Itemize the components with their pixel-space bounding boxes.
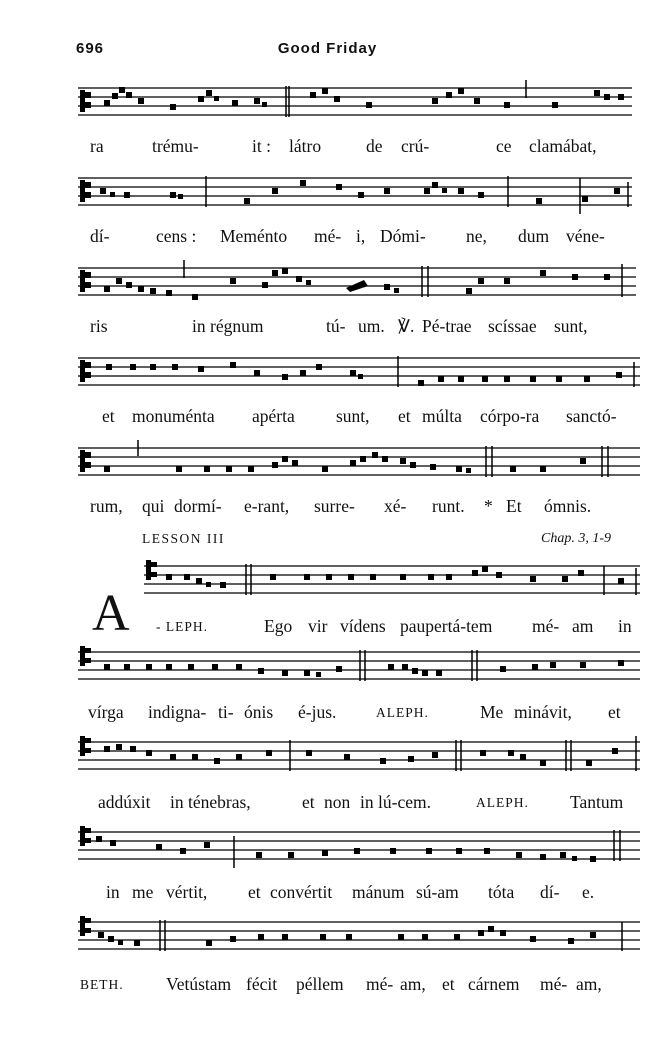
syllable: et: [442, 974, 455, 994]
syllable: me: [132, 882, 154, 902]
syllable: e.: [582, 882, 595, 902]
music-staff-10: [0, 912, 655, 972]
syllable: córpo-ra: [480, 406, 540, 426]
syllable: et: [248, 882, 261, 902]
syllable: Tantum: [570, 792, 624, 812]
syllable: Vetústam: [166, 974, 232, 994]
clef-icon: [80, 646, 91, 666]
syllable: tóta: [488, 882, 515, 902]
syllable: convértit: [270, 882, 333, 902]
chapter-reference: Chap. 3, 1-9: [541, 531, 611, 546]
clef-icon: [80, 360, 91, 382]
page-header: [0, 40, 655, 62]
syllable: dum: [518, 226, 550, 246]
syllable: dí-: [540, 882, 560, 902]
syllable: Pé-trae: [422, 316, 472, 336]
syllable: mánum: [352, 882, 405, 902]
syllable: Dómi-: [380, 226, 426, 246]
lesson-heading: LESSON III: [142, 531, 225, 546]
lyric-line-10: [70, 974, 638, 998]
syllable: ne,: [466, 226, 487, 246]
syllable: scíssae: [488, 316, 537, 336]
syllable: qui: [142, 496, 165, 516]
syllable: monuménta: [132, 406, 215, 426]
syllable: trému-: [152, 136, 199, 156]
syllable: tú-: [326, 316, 346, 336]
running-title: Good Friday: [277, 40, 378, 57]
syllable: ómnis.: [544, 496, 592, 516]
syllable: sunt,: [336, 406, 370, 426]
syllable: Et: [506, 496, 522, 516]
syllable: lú-cem.: [378, 792, 431, 812]
clef-icon: [80, 450, 91, 472]
lyric-line-1: [70, 136, 638, 160]
syllable: dormí-: [174, 496, 222, 516]
syllable: vir: [308, 616, 328, 636]
syllable: péllem: [296, 974, 344, 994]
syllable: vírga: [88, 702, 124, 722]
syllable: é-jus.: [298, 702, 337, 722]
syllable: runt.: [432, 496, 465, 516]
page-number: 696: [76, 40, 105, 57]
syllable: surre-: [314, 496, 355, 516]
syllable: véne-: [566, 226, 605, 246]
syllable: sanctó-: [566, 406, 617, 426]
syllable: in: [106, 882, 120, 902]
syllable: ténebras,: [188, 792, 251, 812]
clef-icon: [80, 736, 91, 756]
versicle-icon: ℣.: [398, 316, 415, 336]
lyric-line-2: [70, 226, 638, 250]
syllable: non: [324, 792, 351, 812]
clef-icon: [80, 270, 91, 292]
music-staff-2: [0, 168, 655, 228]
clef-icon: [146, 560, 157, 580]
lyric-line-8: [70, 792, 638, 816]
syllable: BETH.: [80, 977, 124, 992]
lyric-line-5: [70, 496, 638, 520]
music-staff-3: [0, 258, 655, 318]
clef-icon: [80, 90, 91, 112]
syllable: ris: [90, 316, 108, 336]
syllable: dí-: [90, 226, 110, 246]
syllable: et: [302, 792, 315, 812]
lyric-line-6: [70, 616, 638, 640]
syllable: Meménto: [220, 226, 288, 246]
syllable: ce: [496, 136, 512, 156]
syllable: clamábat,: [529, 136, 597, 156]
syllable: paupertá-tem: [400, 616, 493, 636]
music-staff-4: [0, 348, 655, 408]
syllable: addúxit: [98, 792, 151, 812]
syllable: am,: [400, 974, 426, 994]
music-staff-9: [0, 822, 655, 882]
syllable: in: [170, 792, 184, 812]
syllable: Ego: [264, 616, 293, 636]
syllable: cens :: [156, 226, 197, 246]
syllable: rum,: [90, 496, 123, 516]
syllable: vídens: [340, 616, 386, 636]
clef-icon: [80, 826, 91, 846]
syllable: vértit,: [166, 882, 208, 902]
syllable: et: [102, 406, 115, 426]
syllable: am,: [576, 974, 602, 994]
syllable: mé-: [314, 226, 342, 246]
music-staff-1: [0, 78, 655, 138]
clef-icon: [80, 916, 91, 936]
bar-lines: [286, 80, 526, 117]
syllable: am: [572, 616, 594, 636]
lyric-line-9: [70, 882, 638, 906]
syllable: mé-: [532, 616, 560, 636]
syllable: ALEPH.: [376, 705, 429, 720]
lyric-line-7: [70, 702, 638, 726]
asterisk-icon: *: [484, 496, 493, 516]
music-staff-8: [0, 732, 655, 792]
syllable: apérta: [252, 406, 295, 426]
music-staff-7: [0, 642, 655, 702]
syllable: sunt,: [554, 316, 588, 336]
syllable: ra: [90, 136, 104, 156]
syllable: crú-: [401, 136, 430, 156]
syllable: mé-: [366, 974, 394, 994]
staff-lines: [78, 88, 632, 115]
syllable: ti-: [218, 702, 234, 722]
syllable: - LEPH.: [156, 619, 208, 634]
syllable: et: [398, 406, 411, 426]
syllable: ónis: [244, 702, 274, 722]
syllable: in: [360, 792, 374, 812]
syllable: um.: [358, 316, 385, 336]
syllable: e-rant,: [244, 496, 290, 516]
clef-icon: [80, 180, 91, 202]
syllable: mé-: [540, 974, 568, 994]
syllable: sú-am: [416, 882, 459, 902]
syllable: Me: [480, 702, 504, 722]
syllable: fécit: [246, 974, 278, 994]
syllable: in: [618, 616, 632, 636]
syllable: ALEPH.: [476, 795, 529, 810]
music-staff-5: [0, 438, 655, 498]
syllable: múlta: [422, 406, 462, 426]
lyric-line-3: [70, 316, 638, 340]
syllable: cárnem: [468, 974, 520, 994]
syllable: minávit,: [514, 702, 572, 722]
syllable: in régnum: [192, 316, 264, 336]
syllable: indigna-: [148, 702, 207, 722]
syllable: de: [366, 136, 383, 156]
initial-letter: A: [92, 585, 130, 642]
syllable: it :: [252, 136, 271, 156]
syllable: et: [608, 702, 621, 722]
syllable: i,: [356, 226, 366, 246]
syllable: xé-: [384, 496, 407, 516]
lyric-line-4: [70, 406, 638, 430]
syllable: látro: [289, 136, 322, 156]
